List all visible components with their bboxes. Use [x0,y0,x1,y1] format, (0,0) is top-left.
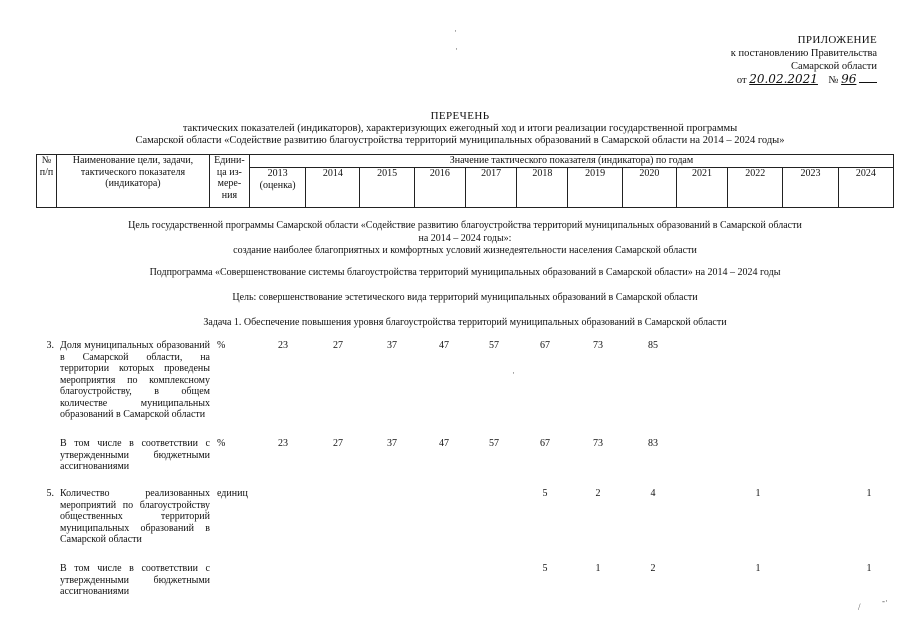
appendix-title: ПРИЛОЖЕНИЕ [797,34,877,46]
header-year: 2023 [783,168,838,208]
row-name: В том числе в соответствии с утвержденными бюджетными ассигнованиями [60,438,210,472]
row-value: 47 [439,340,449,351]
row-value: 1 [866,563,872,574]
document-title: ПЕРЕЧЕНЬ [430,110,490,122]
row-value: 37 [387,340,397,351]
document-title-block [90,110,830,148]
title-line-2: Самарской области «Содействие развитию благоустройства территорий муниципальных образований в Самарской области на 2014 – 2024 годы» [135,135,785,146]
row-value: 5 [542,563,548,574]
header-year: 2017 [465,168,516,208]
row-value: 83 [648,438,658,449]
title-line-1: тактических показателей (индикаторов), характеризующих ежегодный ход и итоги реализации государственной программы [182,122,738,134]
header-year: 2016 [414,168,465,208]
row-unit: % [217,438,226,449]
appendix-date-line [717,73,877,87]
program-goal-line-2: на 2014 – 2024 годы»: [418,232,512,244]
row-unit: % [217,340,226,351]
row-value: 67 [540,340,550,351]
row-value: 1 [866,488,872,499]
row-value: 27 [333,340,343,351]
header-year: 2020 [622,168,676,208]
row-value: 1 [755,488,761,499]
program-goal-line-1: Цель государственной программы Самарской области «Содействие развитию благоустройства территорий муниципальных образований в Самарской области [128,220,802,231]
scan-mark: · [512,368,515,378]
header-year: 2015 [360,168,414,208]
appendix-line-2: Самарской области [791,61,877,72]
header-year: 2019 [568,168,622,208]
header-year: 2013 (оценка) [249,168,305,208]
row-num: 3. [46,340,54,351]
appendix-block [717,34,877,87]
row-value: 67 [540,438,550,449]
row-name: Количество реализованных мероприятий по благоустройству общественных территорий муниципальных образований в Самарской области [60,488,210,545]
row-value: 57 [489,340,499,351]
row-num: 5. [46,488,54,499]
date-prefix: от [736,75,747,86]
header-year: 2018 [517,168,568,208]
row-value: 85 [648,340,658,351]
header-num: № п/п [37,155,57,208]
row-value: 37 [387,438,397,449]
scan-mark: · [454,26,457,36]
row-value: 5 [542,488,548,499]
row-value: 23 [278,438,288,449]
row-value: 2 [650,563,656,574]
header-year: 2022 [728,168,783,208]
row-value: 4 [650,488,656,499]
header-year: 2014 [306,168,360,208]
header-year: 2021 [676,168,727,208]
header-name: Наименование цели, задачи, тактического показателя (индикатора) [57,155,210,208]
number-prefix: № [828,75,839,86]
handwritten-date: 20.02.2021 [749,72,818,86]
scan-mark: · [455,44,458,54]
row-value: 47 [439,438,449,449]
goal-heading: Цель: совершенствование эстетического вида территорий муниципальных образований в Самарской области [232,292,698,303]
row-value: 73 [593,340,603,351]
header-unit: Едини-ца из-мере-ния [209,155,249,208]
indicator-table-header [36,154,894,208]
header-year: 2024 [838,168,893,208]
row-name: Доля муниципальных образований в Самарской области, на территории которых проведены мероприятия по комплексному благоустройству, в общем количестве муниципальных образований в Самарской области [60,340,210,420]
appendix-line-1: к постановлению Правительства [730,48,877,59]
program-goal-line-3: создание наиболее благоприятных и комфортных условий жизнедеятельности населения Самарской области [233,245,697,256]
scan-mark: / [858,602,861,612]
handwritten-number: 96 [841,72,857,86]
row-value: 2 [595,488,601,499]
header-year-group: Значение тактического показателя (индикатора) по годам [249,155,893,168]
row-name: В том числе в соответствии с утвержденными бюджетными ассигнованиями [60,563,210,597]
row-unit: единиц [217,488,248,499]
row-value: 23 [278,340,288,351]
row-value: 1 [595,563,601,574]
row-value: 1 [755,563,761,574]
row-value: 73 [593,438,603,449]
subprogram-heading: Подпрограмма «Совершенствование системы благоустройства территорий муниципальных образований в Самарской области» на 2014 – 2024 годы [149,267,781,278]
task-heading: Задача 1. Обеспечение повышения уровня благоустройства территорий муниципальных образований в Самарской области [203,317,727,328]
program-goal [60,220,870,258]
row-value: 27 [333,438,343,449]
row-value: 57 [489,438,499,449]
scan-mark: -· [882,596,888,606]
